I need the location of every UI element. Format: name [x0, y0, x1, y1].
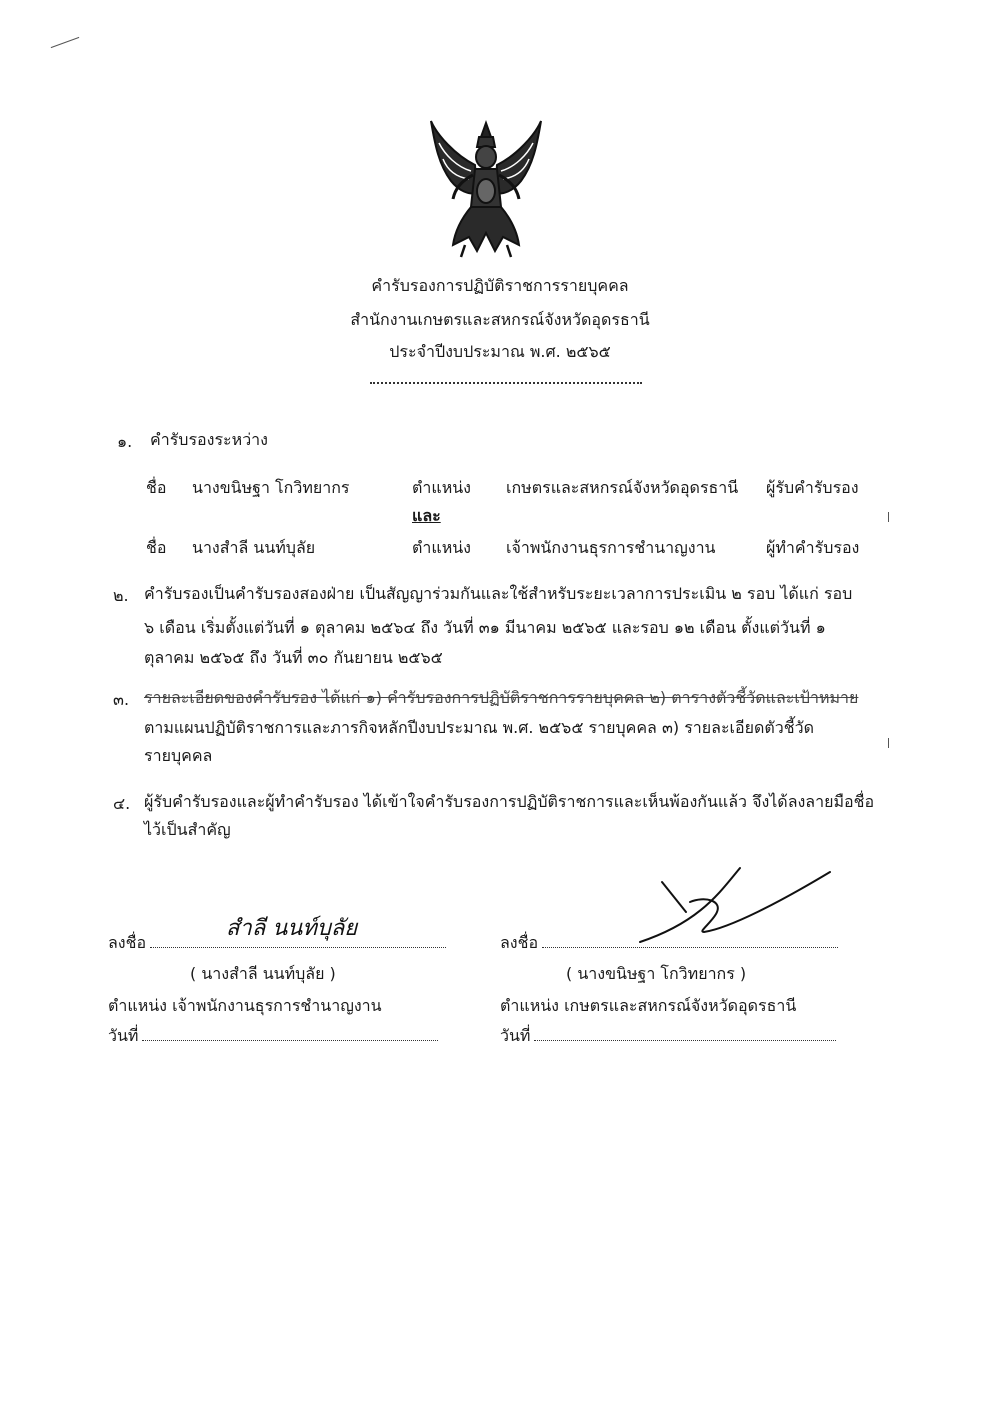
section3-line3: รายบุคคล [144, 746, 213, 765]
left-date-line [142, 1040, 438, 1041]
left-date-label: วันที่ [108, 1026, 139, 1045]
title-divider [370, 382, 642, 384]
right-signer-position: ตำแหน่ง เกษตรและสหกรณ์จังหวัดอุดรธานี [500, 996, 797, 1015]
party1-role: ผู้รับคำรับรอง [766, 478, 859, 497]
party2-position: เจ้าพนักงานธุรการชำนาญงาน [506, 538, 716, 557]
section3-number: ๓. [113, 690, 130, 709]
document-fiscal-year: ประจำปีงบประมาณ พ.ศ. ๒๕๖๕ [389, 342, 611, 361]
left-handwritten-signature: สำลี นนท์บุลัย [226, 916, 358, 941]
section1-number: ๑. [117, 432, 133, 451]
scan-mark [51, 37, 80, 48]
party2-name-label: ชื่อ [146, 538, 167, 557]
section4-line2: ไว้เป็นสำคัญ [144, 820, 231, 839]
and-connector: และ [412, 506, 441, 525]
document-title: คำรับรองการปฏิบัติราชการรายบุคคล [371, 276, 629, 295]
left-signer-name: ( นางสำลี นนท์บุลัย ) [190, 964, 336, 983]
party2-role: ผู้ทำคำรับรอง [766, 538, 860, 557]
right-signer-name: ( นางขนิษฐา โกวิทยากร ) [566, 964, 747, 983]
left-signature-line [150, 947, 446, 948]
section1-title: คำรับรองระหว่าง [150, 430, 268, 449]
right-handwritten-signature-icon [620, 862, 860, 952]
garuda-emblem-icon [425, 115, 547, 260]
document-organization: สำนักงานเกษตรและสหกรณ์จังหวัดอุดรธานี [350, 310, 650, 329]
scan-mark [888, 512, 889, 522]
section3-line1: รายละเอียดของคำรับรอง ได้แก่ ๑) คำรับรองการปฏิบัติราชการรายบุคคล ๒) ตารางตัวชี้วัดและเป้าหมาย [144, 688, 859, 707]
party1-name: นางขนิษฐา โกวิทยากร [192, 478, 350, 497]
right-date-label: วันที่ [500, 1026, 531, 1045]
section2-line3: ตุลาคม ๒๕๖๕ ถึง วันที่ ๓๐ กันยายน ๒๕๖๕ [144, 648, 443, 667]
section4-line1: ผู้รับคำรับรองและผู้ทำคำรับรอง ได้เข้าใจคำรับรองการปฏิบัติราชการและเห็นพ้องกันแล้ว จึงได้ลงลายมือชื่อ [144, 792, 875, 811]
section2-line2: ๖ เดือน เริ่มตั้งแต่วันที่ ๑ ตุลาคม ๒๕๖๔ ถึง วันที่ ๓๑ มีนาคม ๒๕๖๕ และรอบ ๑๒ เดือน ตั้งแต่วันที่ ๑ [144, 618, 826, 637]
left-sign-label: ลงชื่อ [108, 933, 147, 952]
section2-number: ๒. [113, 586, 129, 605]
section4-number: ๔. [113, 794, 131, 813]
left-signer-position: ตำแหน่ง เจ้าพนักงานธุรการชำนาญงาน [108, 996, 382, 1015]
party1-position-label: ตำแหน่ง [412, 478, 471, 497]
party2-name: นางสำลี นนท์บุลัย [192, 538, 316, 557]
party1-position: เกษตรและสหกรณ์จังหวัดอุดรธานี [506, 478, 739, 497]
right-date-line [534, 1040, 836, 1041]
party1-name-label: ชื่อ [146, 478, 167, 497]
party2-position-label: ตำแหน่ง [412, 538, 471, 557]
section2-line1: คำรับรองเป็นคำรับรองสองฝ่าย เป็นสัญญาร่วมกันและใช้สำหรับระยะเวลาการประเมิน ๒ รอบ ได้แก่ รอบ [144, 584, 853, 603]
right-sign-label: ลงชื่อ [500, 933, 539, 952]
scan-mark [888, 738, 889, 748]
section3-line2: ตามแผนปฏิบัติราชการและภารกิจหลักปีงบประมาณ พ.ศ. ๒๕๖๕ รายบุคคล ๓) รายละเอียดตัวชี้วัด [144, 718, 815, 737]
